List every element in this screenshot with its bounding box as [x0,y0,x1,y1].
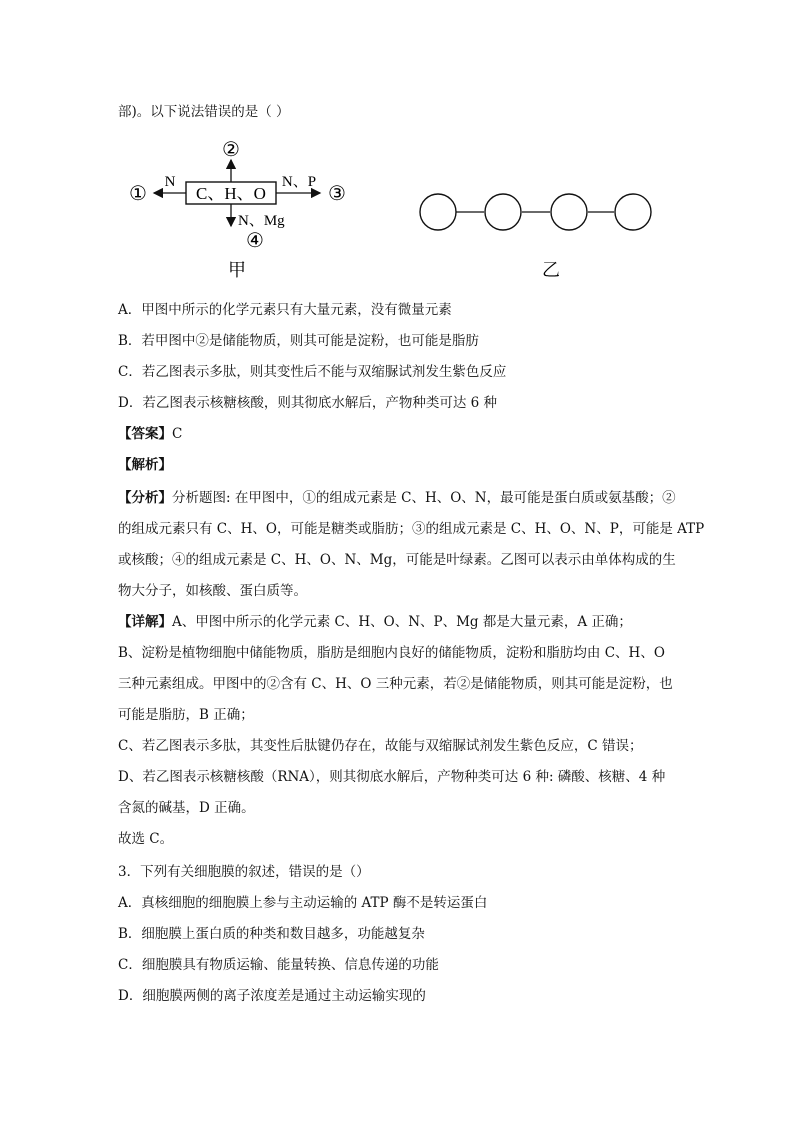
fenxi-text: 分析题图: 在甲图中，①的组成元素是 C、H、O、N，最可能是蛋白质或氨基酸；② [172,490,676,506]
option-b: B．若甲图中②是储能物质，则其可能是淀粉，也可能是脂肪 [118,333,479,349]
center-label: C、H、O [196,184,266,203]
left-arrow-label: N [164,174,176,190]
figure-yi [410,186,660,282]
option-d: D．若乙图表示核糖核酸，则其彻底水解后，产物种类可达 6 种 [118,395,497,411]
answer-line [118,424,182,444]
detail-line-2: B、淀粉是植物细胞中储能物质，脂肪是细胞内良好的储能物质，淀粉和脂肪均由 C、H、O [118,645,665,661]
q3-option-d: D．细胞膜两侧的离子浓度差是通过主动运输实现的 [118,988,426,1004]
label-3: ③ [328,183,346,205]
detail-line-1 [118,612,632,632]
q3-option-b: B．细胞膜上蛋白质的种类和数目越多，功能越复杂 [118,926,425,942]
answer-tag: 【答案】 [118,426,172,442]
down-arrow-label: N、Mg [238,213,285,229]
fenxi-line-4: 物大分子，如核酸、蛋白质等。 [118,583,307,599]
monomer-circle [615,194,651,230]
caption-yi: 乙 [542,260,560,281]
option-a: A．甲图中所示的化学元素只有大量元素，没有微量元素 [118,302,452,318]
fenxi-line-3: 或核酸；④的组成元素是 C、H、O、N、Mg，可能是叶绿素。乙图可以表示由单体构成的生 [118,552,676,568]
fenxi-tag: 【分析】 [118,490,172,506]
detail-tag: 【详解】 [118,614,172,630]
monomer-circle [551,194,587,230]
detail-line-5: C、若乙图表示多肽，其变性后肽键仍存在，故能与双缩脲试剂发生紫色反应，C 错误； [118,738,643,754]
q3-option-a: A．真核细胞的细胞膜上参与主动运输的 ATP 酶不是转运蛋白 [118,895,488,911]
fenxi-line-1 [118,488,676,508]
q3-option-c: C．细胞膜具有物质运输、能量转换、信息传递的功能 [118,957,439,973]
conclusion: 故选 C。 [118,831,174,847]
q3-stem: 3．下列有关细胞膜的叙述，错误的是（） [118,864,370,880]
question-intro: 部)。以下说法错误的是（ ） [118,104,290,120]
detail-line-4: 可能是脂肪，B 正确； [118,707,254,723]
label-4: ④ [246,230,264,252]
monomer-circle [485,194,521,230]
detail-text: A、甲图中所示的化学元素 C、H、O、N、P、Mg 都是大量元素，A 正确； [172,614,632,630]
fenxi-line-2: 的组成元素只有 C、H、O，可能是糖类或脂肪；③的组成元素是 C、H、O、N、P，可能是 ATP [118,521,705,537]
label-1: ① [129,183,147,205]
detail-line-3: 三种元素组成。甲图中的②含有 C、H、O 三种元素，若②是储能物质，则其可能是淀粉，也 [118,676,673,692]
analysis-tag: 【解析】 [118,457,172,473]
label-2: ② [222,139,240,161]
caption-jia: 甲 [228,260,246,281]
monomer-circle [420,194,456,230]
figure-jia [120,134,360,282]
detail-line-6: D、若乙图表示核糖核酸（RNA），则其彻底水解后，产物种类可达 6 种: 磷酸、核糖、4 种 [118,769,666,785]
option-c: C．若乙图表示多肽，则其变性后不能与双缩脲试剂发生紫色反应 [118,364,507,380]
detail-line-7: 含氮的碱基，D 正确。 [118,800,255,816]
right-arrow-label: N、P [281,174,317,190]
answer-value: C [172,426,183,442]
